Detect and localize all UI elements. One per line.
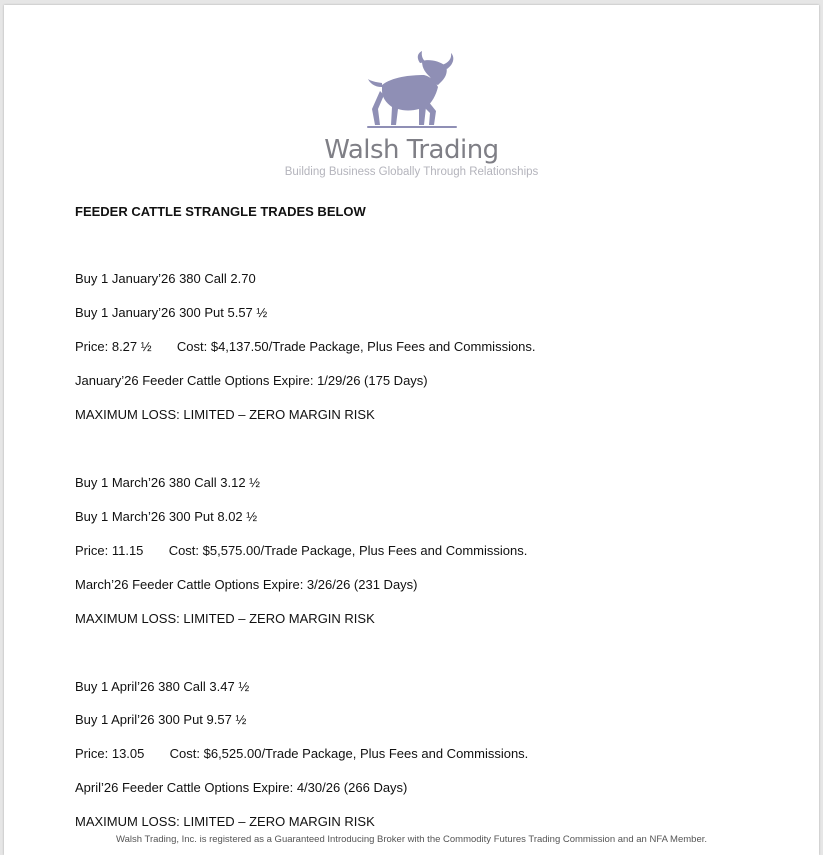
company-logo <box>4 51 819 179</box>
document-page <box>4 5 819 855</box>
trade-loss-line: MAXIMUM LOSS: LIMITED – ZERO MARGIN RISK <box>75 407 375 422</box>
regulatory-footer: Walsh Trading, Inc. is registered as a Guaranteed Introducing Broker with the Commodity Futures Trading Commission and an NFA Member. <box>115 834 708 845</box>
trade-put-line: Buy 1 April’26 300 Put 9.57 ½ <box>75 712 247 727</box>
trade-call-line: Buy 1 January’26 380 Call 2.70 <box>75 271 256 286</box>
trade-price-line: Price: 13.05 Cost: $6,525.00/Trade Package, Plus Fees and Commissions. <box>75 746 529 761</box>
brand-tagline: Building Business Globally Through Relationships <box>284 166 539 178</box>
section-heading: FEEDER CATTLE STRANGLE TRADES BELOW <box>75 204 366 219</box>
brand-name: Walsh Trading <box>324 135 499 165</box>
bull-logo-icon <box>362 51 462 131</box>
trade-expire-line: April’26 Feeder Cattle Options Expire: 4/30/26 (266 Days) <box>75 780 408 795</box>
trade-expire-line: March’26 Feeder Cattle Options Expire: 3/26/26 (231 Days) <box>75 577 418 592</box>
trade-call-line: Buy 1 April’26 380 Call 3.47 ½ <box>75 679 250 694</box>
trade-expire-line: January’26 Feeder Cattle Options Expire: 1/29/26 (175 Days) <box>75 373 428 388</box>
trade-put-line: Buy 1 March’26 300 Put 8.02 ½ <box>75 509 258 524</box>
trade-loss-line: MAXIMUM LOSS: LIMITED – ZERO MARGIN RISK <box>75 814 375 829</box>
trade-price-line: Price: 11.15 Cost: $5,575.00/Trade Package, Plus Fees and Commissions. <box>75 543 528 558</box>
trade-call-line: Buy 1 March’26 380 Call 3.12 ½ <box>75 475 260 490</box>
trade-loss-line: MAXIMUM LOSS: LIMITED – ZERO MARGIN RISK <box>75 611 375 626</box>
trade-price-line: Price: 8.27 ½ Cost: $4,137.50/Trade Package, Plus Fees and Commissions. <box>75 339 536 354</box>
trade-put-line: Buy 1 January’26 300 Put 5.57 ½ <box>75 305 268 320</box>
